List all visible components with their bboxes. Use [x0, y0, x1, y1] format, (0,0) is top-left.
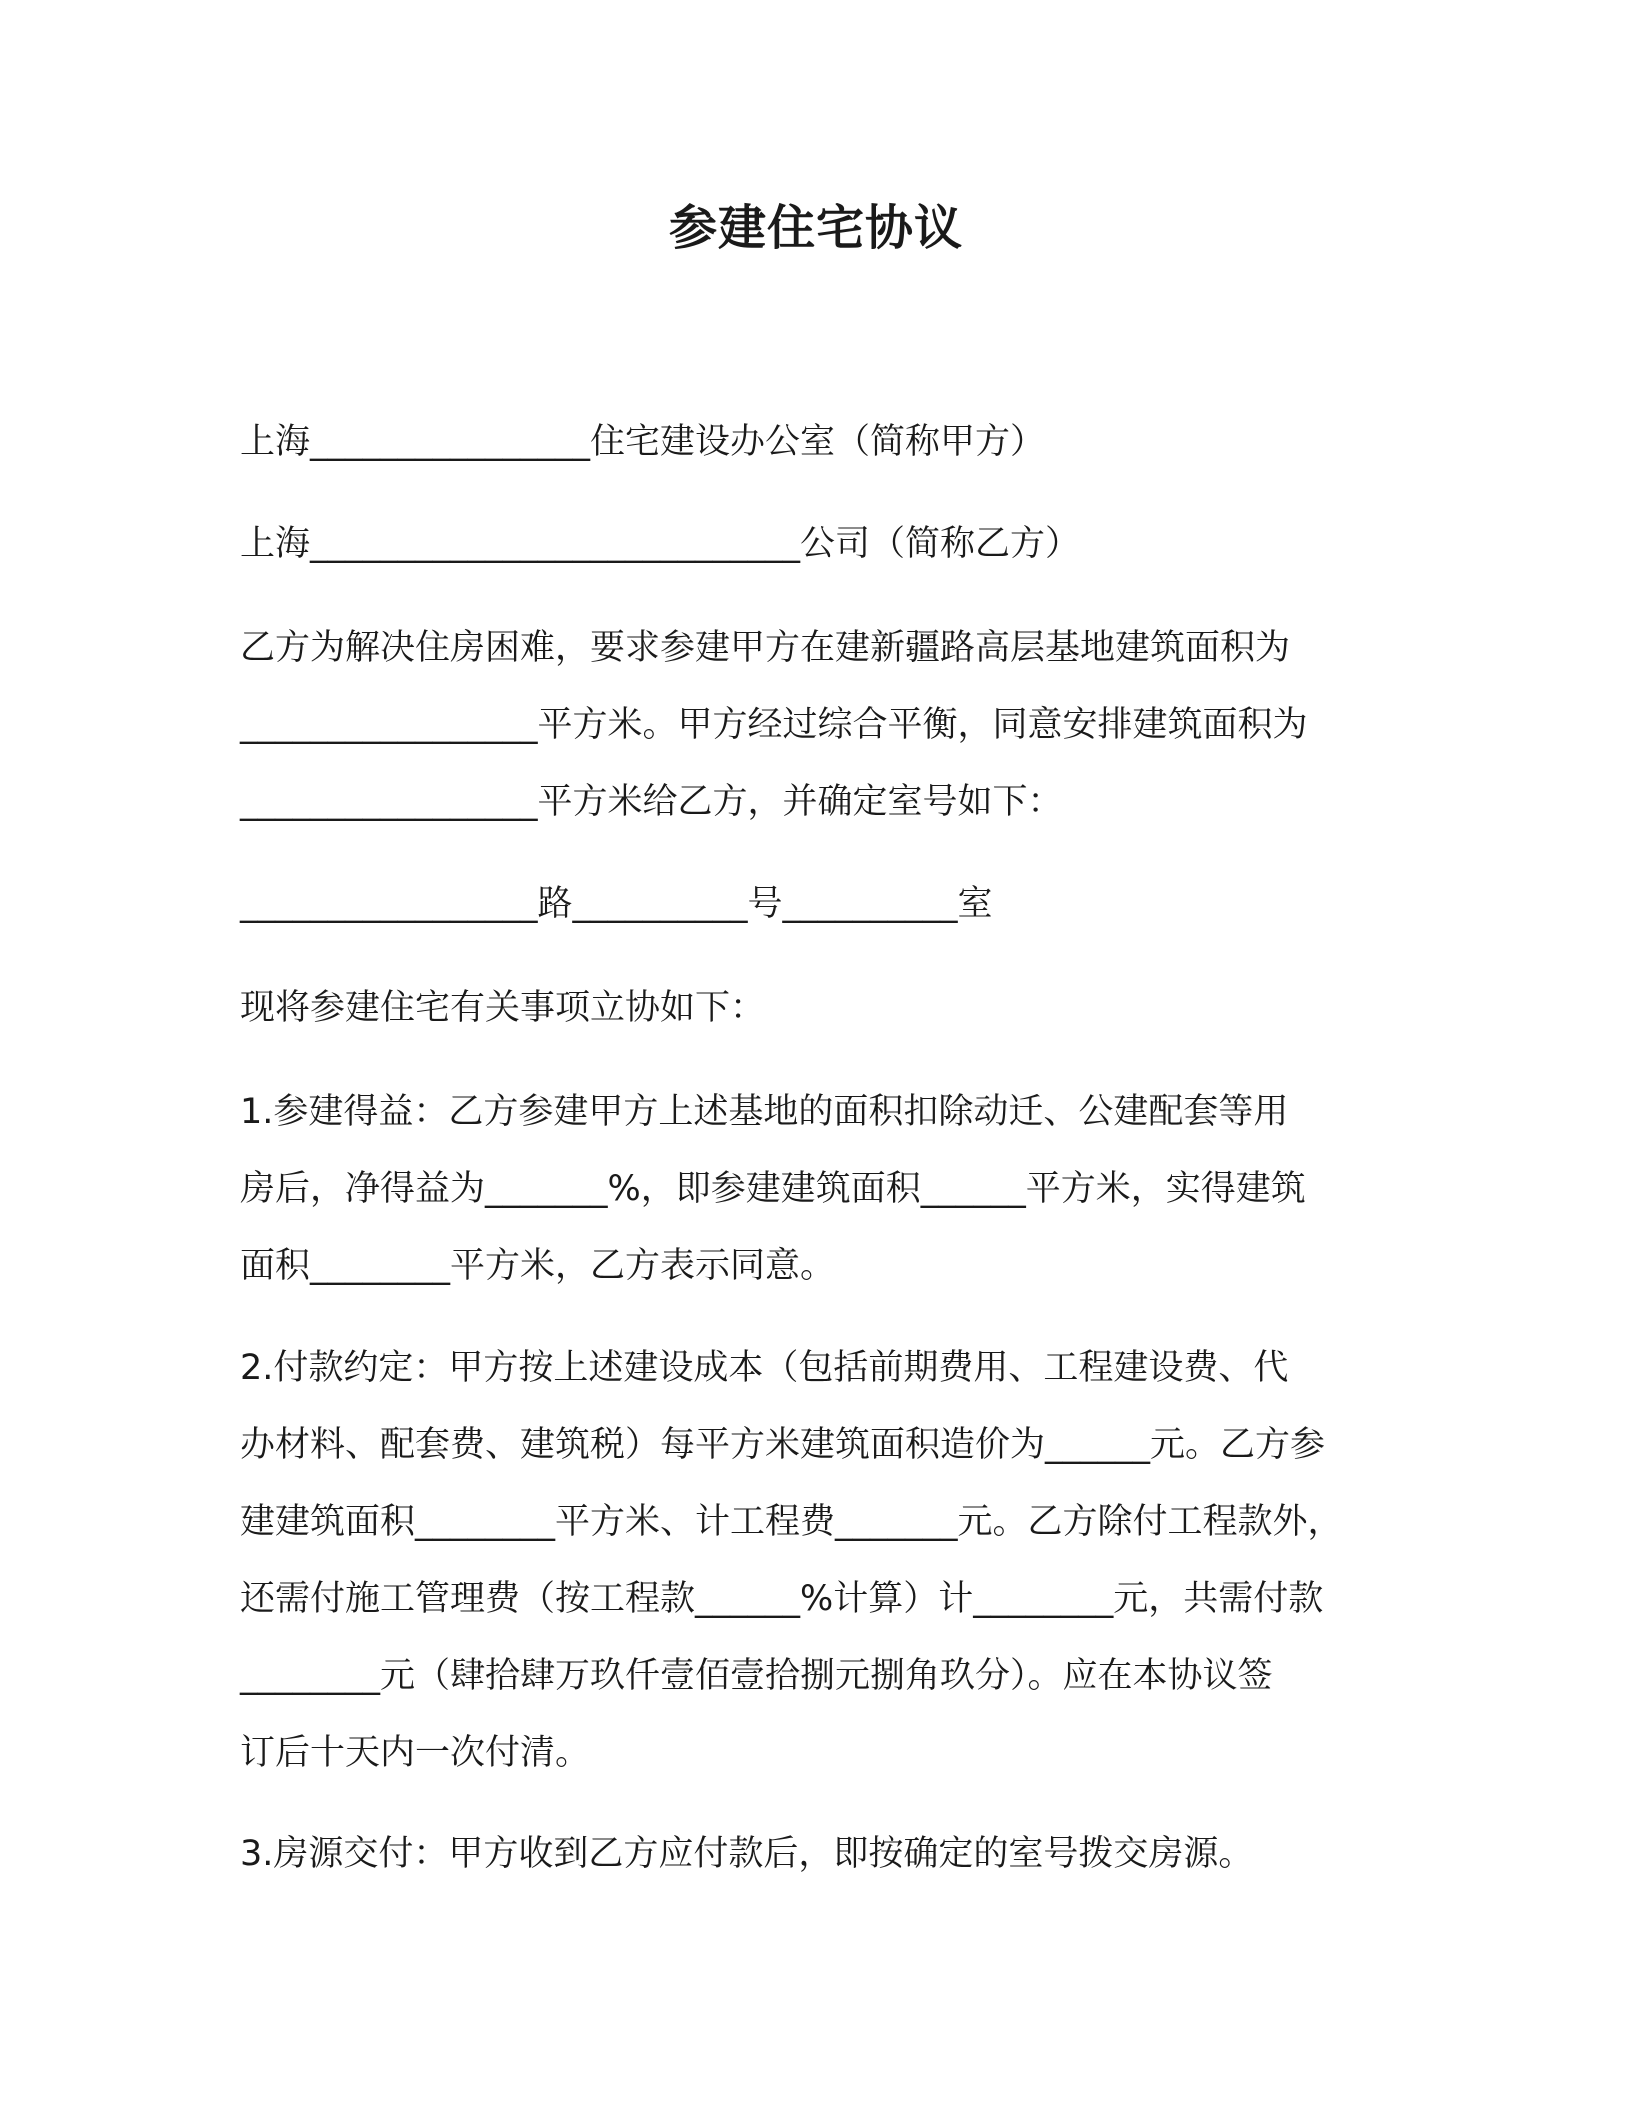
agreement-intro: 现将参建住宅有关事项立协如下：: [240, 988, 766, 1028]
intro-line-1: 乙方为解决住房困难，要求参建甲方在建新疆路高层基地建筑面积为: [240, 628, 1291, 668]
clause-2-line-6: 订后十天内一次付清。: [240, 1733, 591, 1773]
intro-line-2: _________________平方米。甲方经过综合平衡，同意安排建筑面积为: [240, 705, 1308, 745]
clause-2-line-1: 2.付款约定：甲方按上述建设成本（包括前期费用、工程建设费、代: [240, 1348, 1289, 1388]
intro-paragraph: [240, 610, 1410, 841]
clause-3: 3.房源交付：甲方收到乙方应付款后，即按确定的室号拨交房源。: [240, 1834, 1254, 1874]
room-number-line: _________________路__________号__________室: [240, 884, 993, 924]
clause-1-line-3: 面积________平方米，乙方表示同意。: [240, 1246, 836, 1286]
document-title: 参建住宅协议: [668, 200, 963, 256]
intro-line-3: _________________平方米给乙方，并确定室号如下：: [240, 782, 1063, 822]
clause-2-line-2: 办材料、配套费、建筑税）每平方米建筑面积造价为______元。乙方参: [240, 1425, 1326, 1465]
party-a-line: 上海________________住宅建设办公室（简称甲方）: [240, 422, 1046, 462]
clause-2-line-3: 建建筑面积________平方米、计工程费_______元。乙方除付工程款外，: [240, 1502, 1343, 1542]
clause-2: [240, 1330, 1410, 1792]
clause-2-line-5: ________元（肆拾肆万玖仟壹佰壹拾捌元捌角玖分）。应在本协议签: [240, 1656, 1273, 1696]
clause-1-line-1: 1.参建得益：乙方参建甲方上述基地的面积扣除动迁、公建配套等用: [240, 1092, 1289, 1132]
clause-1: [240, 1074, 1410, 1305]
party-b-line: 上海____________________________公司（简称乙方）: [240, 524, 1081, 564]
clause-2-line-4: 还需付施工管理费（按工程款______%计算）计________元，共需付款: [240, 1579, 1324, 1619]
clause-1-line-2: 房后，净得益为_______%，即参建建筑面积______平方米，实得建筑: [240, 1169, 1306, 1209]
